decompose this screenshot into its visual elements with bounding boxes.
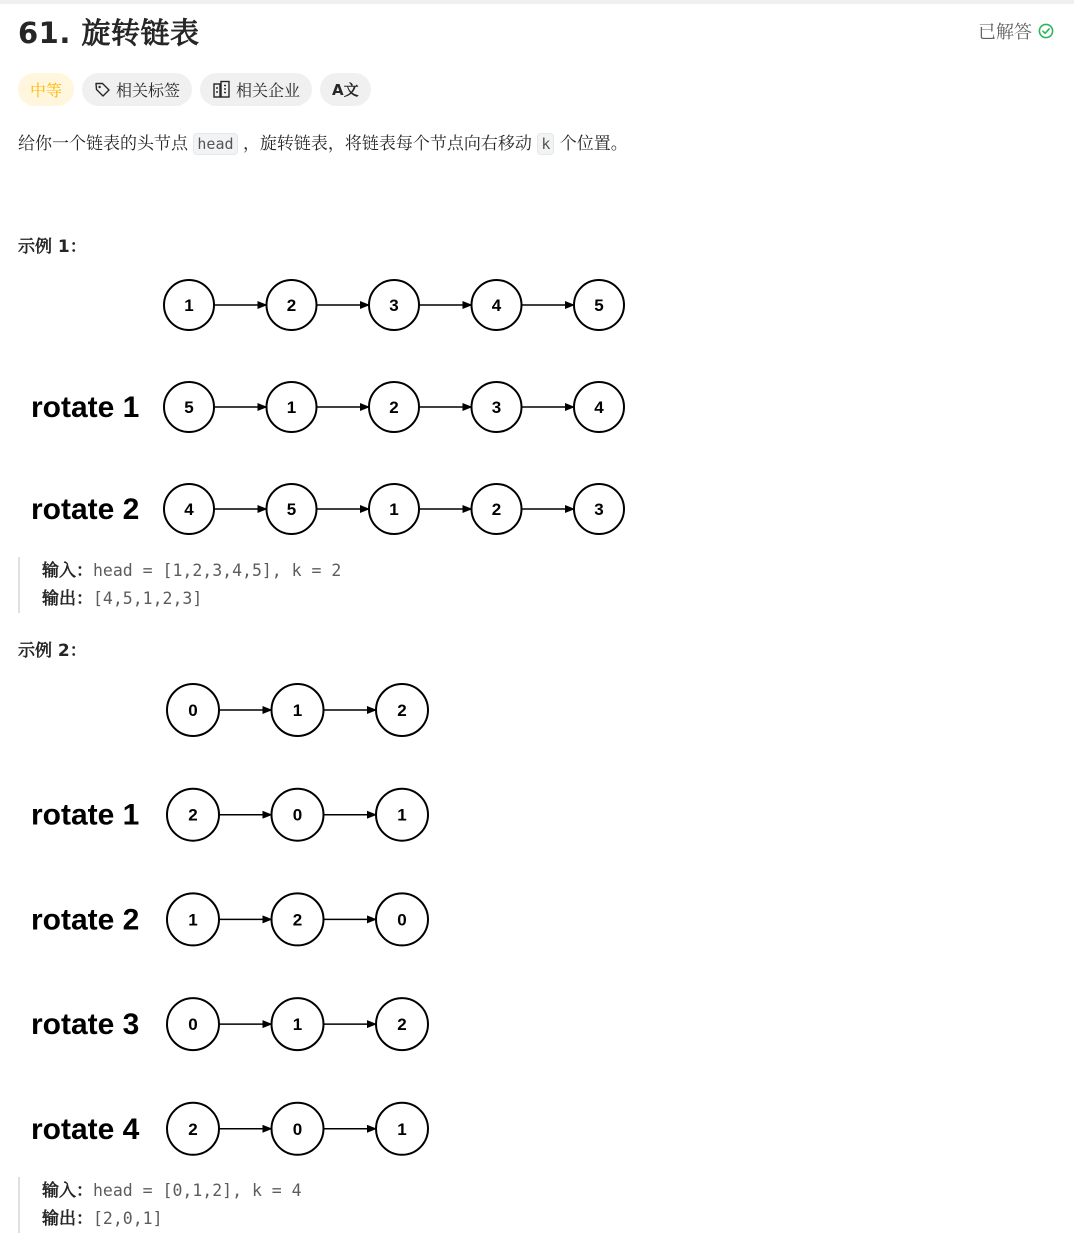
description-text-3: 个位置。 [559,134,628,154]
input-label: 输入： [42,561,93,581]
node-value: 2 [188,805,198,825]
node-value: 2 [491,500,502,519]
related-companies-button[interactable] [200,73,312,106]
output-value: [4,5,1,2,3] [93,589,203,608]
list-row [164,280,624,330]
solved-status [978,18,1054,44]
node-value: 3 [491,398,502,417]
list-row [31,1103,428,1155]
list-row [31,893,428,945]
node-value: 3 [594,500,604,519]
list-row [31,998,428,1050]
inline-code-k: k [537,133,554,155]
node-value: 0 [397,910,407,930]
translate-button[interactable] [320,73,371,106]
node-value: 0 [292,805,303,825]
output-label: 输出： [42,1209,93,1229]
top-divider [0,0,1074,4]
list-row [31,382,624,432]
node-value: 1 [292,701,303,720]
output-label: 输出： [42,589,93,609]
node-value: 2 [188,1119,198,1139]
node-value: 1 [389,500,399,519]
rotate-label: rotate 1 [31,798,140,832]
input-value: head = [1,2,3,4,5], k = 2 [93,561,342,580]
example-1-io [18,557,341,613]
node-value: 1 [397,805,407,825]
node-value: 4 [184,500,194,519]
list-row [31,484,624,534]
page-title: 61. 旋转链表 [18,16,200,50]
rotate-label: rotate 2 [31,493,140,526]
list-row [167,684,428,736]
problem-description [18,129,628,154]
node-value: 0 [188,701,198,720]
description-text-1: 给你一个链表的头节点 [18,134,188,154]
example-2-io [18,1177,302,1233]
rotate-label: rotate 4 [31,1112,140,1146]
list-row [31,789,428,841]
node-value: 0 [188,1015,198,1035]
rotate-label: rotate 1 [31,391,140,424]
node-value: 4 [491,296,502,315]
description-text-2: ，旋转链表，将链表每个节点向右移动 [242,134,532,154]
related-tags-button[interactable] [82,73,192,106]
node-value: 5 [286,500,297,519]
node-value: 5 [594,296,604,315]
node-value: 2 [389,398,399,417]
output-value: [2,0,1] [93,1209,163,1228]
related-tags-label: 相关标签 [116,81,181,100]
tag-bar [18,73,371,106]
related-companies-label: 相关企业 [236,81,301,100]
node-value: 3 [389,296,399,315]
check-circle-icon [1038,23,1054,39]
translate-icon: A文 [332,81,359,99]
node-value: 1 [188,910,198,930]
example-2-title: 示例 2： [18,641,87,661]
node-value: 1 [286,398,297,417]
node-value: 5 [184,398,194,417]
example-1-diagram [0,270,660,540]
node-value: 0 [292,1119,303,1139]
inline-code-head: head [193,133,237,155]
node-value: 2 [397,1015,407,1035]
node-value: 2 [286,296,297,315]
node-value: 4 [594,398,604,417]
building-icon [212,80,231,99]
node-value: 1 [292,1015,303,1035]
solved-label: 已解答 [978,22,1032,43]
input-label: 输入： [42,1181,93,1201]
difficulty-badge[interactable]: 中等 [18,73,74,106]
input-value: head = [0,1,2], k = 4 [93,1181,302,1200]
rotate-label: rotate 3 [31,1008,140,1042]
rotate-label: rotate 2 [31,903,140,937]
node-value: 2 [292,910,303,930]
node-value: 1 [184,296,194,315]
node-value: 1 [397,1119,407,1139]
example-1-title: 示例 1： [18,237,87,257]
node-value: 2 [397,701,407,720]
tag-icon [94,81,111,98]
example-2-diagram [0,675,470,1165]
